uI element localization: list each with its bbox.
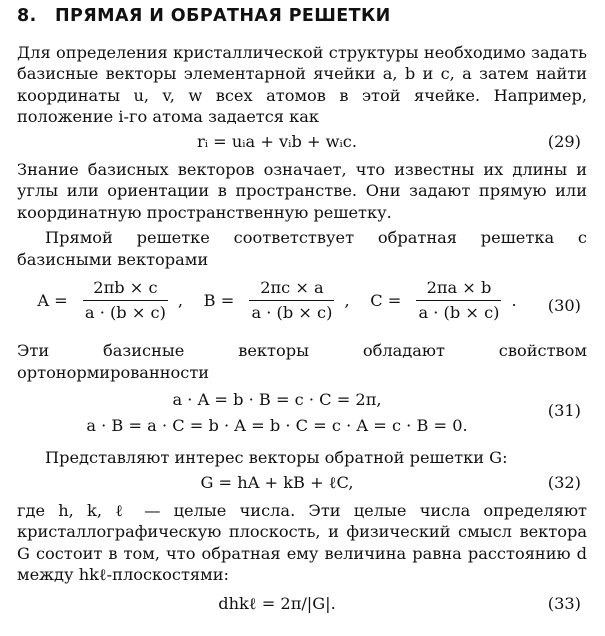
paragraph-basis-meaning: Знание базисных векторов означает, что известны их длины и углы или ориентации в пространстве. Они задают прямую или координатную пространственную решетку. <box>17 159 587 222</box>
equation-31-number: (31) <box>547 401 581 420</box>
equation-29 <box>17 128 587 155</box>
section-title: ПРЯМАЯ И ОБРАТНАЯ РЕШЕТКИ <box>55 6 391 26</box>
paragraph-reciprocal-intro: Прямой решетке соответствует обратная решетка с базисными векторами <box>17 228 587 269</box>
equation-33 <box>17 590 587 617</box>
equation-29-number: (29) <box>547 131 581 151</box>
equation-30-body <box>17 278 537 323</box>
equation-30 <box>17 270 587 340</box>
equation-31-line-2: a · B = a · C = b · A = b · C = c · A = c · B = 0. <box>86 416 468 435</box>
eq30-C-lhs: C = <box>370 291 402 310</box>
eq30-A-numerator: 2πb × c <box>83 278 168 301</box>
page <box>17 6 587 617</box>
eq30-sep2: , <box>344 291 350 310</box>
eq30-C-fraction <box>416 278 501 323</box>
equation-33-body: dhkℓ = 2π/|G|. <box>218 593 336 613</box>
eq30-A-lhs: A = <box>37 291 68 310</box>
equation-32-body: G = hA + kB + ℓC, <box>200 472 354 492</box>
eq30-C-numerator: 2πa × b <box>416 278 501 301</box>
section-heading <box>17 6 587 28</box>
eq30-sep1: , <box>177 291 184 310</box>
paragraph-integers: где h, k, ℓ — целые числа. Эти целые числа определяют кристаллографическую плоскость, и физический смысл вектора G состоит в том, что обратная ему величина равна расстоянию d между hkℓ-плоскостями: <box>17 500 587 584</box>
equation-30-number: (30) <box>547 296 581 315</box>
eq30-B-fraction <box>249 278 334 323</box>
equation-31 <box>17 383 587 441</box>
paragraph-orthonormality: Эти базисные векторы обладают свойством ортонормированности <box>17 341 587 382</box>
eq30-A-denominator: a · (b × c) <box>84 303 166 322</box>
section-number: 8. <box>17 6 37 26</box>
eq30-B-lhs: B = <box>203 291 235 310</box>
eq30-B-numerator: 2πc × a <box>249 278 334 301</box>
equation-32 <box>17 469 587 496</box>
equation-33-number: (33) <box>547 593 581 613</box>
eq30-C-denominator: a · (b × c) <box>418 303 500 322</box>
eq30-A-fraction <box>83 278 168 323</box>
paragraph-intro: Для определения кристаллической структуры необходимо задать базисные векторы элементарной ячейки a, b и c, а затем найти координаты u, v, w всех атомов в этой ячейке. Например, положение i-го атома задается как <box>17 42 587 126</box>
eq30-end: . <box>511 291 517 310</box>
equation-31-line-1: a · A = b · B = c · C = 2π, <box>172 390 382 409</box>
equation-29-body: rᵢ = uᵢa + vᵢb + wᵢc. <box>197 131 357 151</box>
paragraph-reciprocal-vectors: Представляют интерес векторы обратной решетки G: <box>45 448 508 467</box>
eq30-B-denominator: a · (b × c) <box>251 303 333 322</box>
equation-32-number: (32) <box>547 472 581 492</box>
equation-31-body <box>17 387 537 439</box>
